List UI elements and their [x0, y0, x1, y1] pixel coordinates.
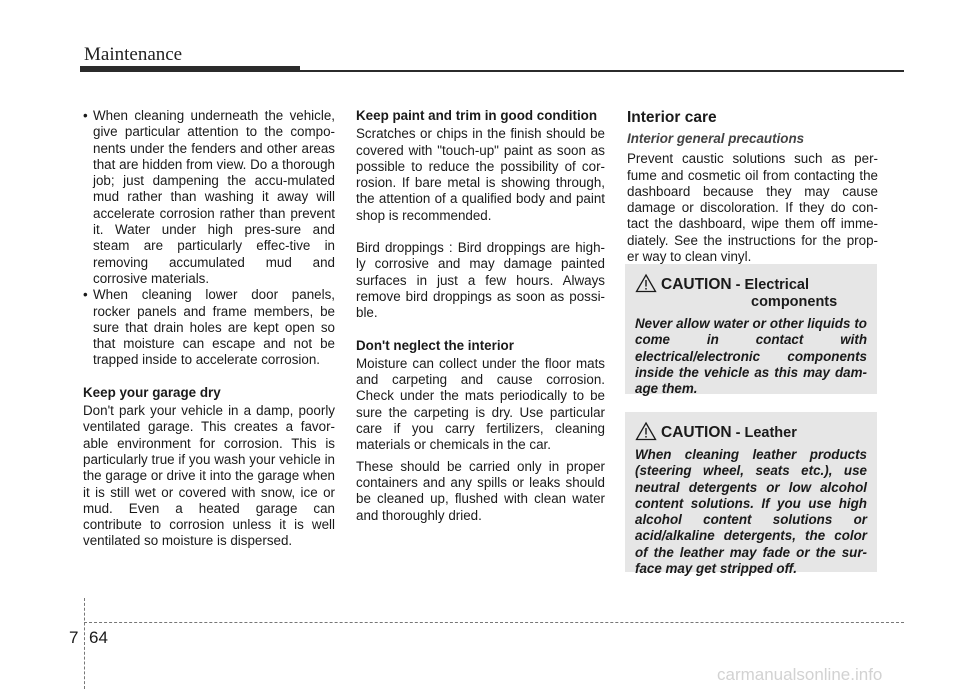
paint-text: Scratches or chips in the finish should be covered with "touch-up" paint as soon as possible to reduce the possibility of cor-rosion. If bare metal is showing through, the attention of a qualified body and paint shop is recommended. — [356, 126, 605, 223]
column-right — [627, 108, 878, 265]
interior-heading: Don't neglect the interior — [356, 337, 514, 353]
header-title: Maintenance — [84, 44, 183, 65]
caution-subject: - Electrical — [731, 277, 809, 293]
caution-body: When cleaning leather products (steering wheel, seats etc.), use neutral detergents or low alcohol content solutions. If you use high alcohol content solutions or acid/alkaline detergents, the color of the leather may fade or the sur-face may get stripped off. — [635, 447, 867, 577]
column-middle — [356, 108, 605, 524]
caution-subject: - Leather — [731, 425, 797, 441]
header-rule-thin — [300, 70, 904, 72]
chapter-number: 7 — [69, 628, 79, 647]
interior-text-1: Moisture can collect under the floor mats and carpeting and cause corrosion. Check under the mats periodically to be sure the carpeting is dry. Use particular care if you carry fertilizers, cleaning materials or chemicals in the car. — [356, 355, 605, 453]
garage-heading: Keep your garage dry — [83, 384, 221, 400]
warning-triangle-icon — [635, 273, 657, 293]
caution-box-electrical — [625, 264, 877, 397]
caution-heading — [625, 264, 877, 311]
caution-box-leather — [625, 412, 877, 577]
header-rule-thick — [80, 66, 300, 72]
caution-subject-cont: components — [751, 294, 838, 310]
interior-text-2: These should be carried only in proper containers and any spills or leaks should be cleaned up, flushed with clean water and thoroughly dried. — [356, 458, 605, 523]
section-subtitle: Interior general precautions — [627, 131, 805, 146]
bullet-door-panels: • When cleaning lower door panels, rocker panels and frame members, be sure that drain holes are kept open so that moisture can escape and not be trapped inside to accelerate corrosion. — [83, 287, 335, 368]
section-text: Prevent caustic solutions such as per-fume and cosmetic oil from contacting the dashboard because they may cause damage or discoloration. If they do con-tact the dashboard, wipe them off imme-diately. See the instructions for the prop-er way to clean vinyl. — [627, 151, 878, 265]
bird-droppings-text: Bird droppings : Bird droppings are high-ly corrosive and may damage painted surfaces in just a few hours. Always remove bird droppings as soon as possi-ble. — [356, 240, 605, 321]
footer-vertical-rule — [84, 598, 85, 689]
watermark-text: carmanualsonline.info — [717, 665, 883, 684]
caution-label: CAUTION — [661, 424, 732, 441]
caution-label: CAUTION — [661, 276, 732, 293]
caution-body: Never allow water or other liquids to come in contact with electrical/electronic components inside the vehicle as this may dam-age them. — [635, 316, 867, 397]
page-number: 64 — [89, 628, 108, 647]
paint-heading: Keep paint and trim in good condition — [356, 108, 598, 123]
warning-triangle-icon — [635, 421, 657, 441]
bullet-cleaning-underneath: • When cleaning underneath the vehicle, give particular attention to the compo-nents under the fenders and other areas that are hidden from view. Do a thorough job; just dampening the accu-mulated mud rather than washing it away will accelerate corrosion rather than prevent it. Water under high pres-sure and steam are particularly effec-tive in removing accumulated mud and corrosive materials. — [83, 108, 335, 287]
garage-text: Don't park your vehicle in a damp, poorly ventilated garage. This creates a favor-able environment for corrosion. This is particularly true if you wash your vehicle in the garage or drive it into the garage when it is still wet or covered with snow, ice or mud. Even a heated garage can contribute to corrosion unless it is well ventilated so moisture is dispersed. — [83, 403, 335, 549]
column-left — [83, 108, 335, 550]
caution-heading — [625, 412, 877, 442]
footer-rule — [84, 622, 904, 623]
section-title: Interior care — [627, 109, 717, 126]
